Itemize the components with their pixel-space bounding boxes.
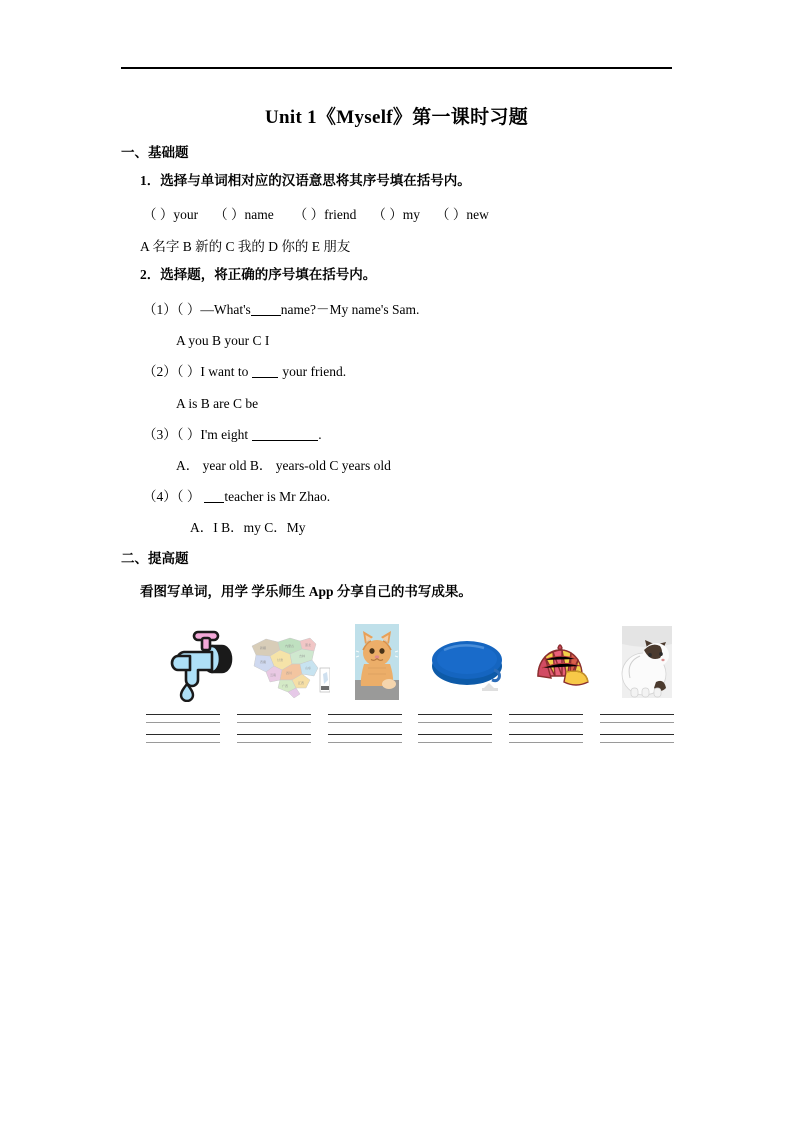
guide-line: [509, 714, 583, 715]
svg-text:广西: 广西: [282, 684, 289, 688]
svg-text:吉林: 吉林: [299, 654, 306, 658]
item-1-stem-pre: —What's: [200, 302, 251, 317]
guide-line: [600, 734, 674, 735]
page-title: Unit 1《Myself》第一课时习题: [264, 107, 528, 128]
guide-line: [509, 722, 583, 723]
svg-text:江西: 江西: [298, 681, 305, 685]
item-2-stem-post: your friend.: [282, 364, 347, 379]
china-map-image: [244, 622, 330, 702]
guide-line: [600, 714, 674, 715]
item-2-blank: [252, 377, 278, 378]
svg-text:新疆: 新疆: [260, 646, 267, 650]
item-2-number: （2）（ ）: [143, 364, 201, 379]
question-2-item-4-options: A．I B．my C．My: [190, 520, 306, 535]
guide-line: [146, 742, 220, 743]
fat-cat-image: [604, 622, 690, 702]
item-1-stem-post: name?－My name's Sam.: [280, 302, 420, 317]
guide-line: [600, 742, 674, 743]
item-3-number: （3）（ ）: [143, 427, 201, 442]
guide-line: [237, 734, 311, 735]
item-3-blank: [252, 440, 318, 441]
guide-line: [600, 722, 674, 723]
word-item-2: （ ）name: [214, 207, 274, 222]
guide-line: [146, 714, 220, 715]
question-2-item-3-options: A． year old B． years-old C years old: [176, 458, 391, 473]
section-heading-1: 一、基础题: [121, 145, 189, 160]
guide-line: [418, 722, 492, 723]
question-2-item-4-stem: [143, 490, 330, 504]
guide-line: [418, 734, 492, 735]
section-heading-2: 二、提高题: [121, 551, 189, 566]
picture-cell-5: [514, 622, 600, 702]
question-1-options: A 名字 B 新的 C 我的 D 你的 E 朋友: [140, 239, 351, 254]
striped-cap-image: [514, 622, 600, 702]
picture-cell-4: [424, 622, 510, 702]
guide-line: [328, 722, 402, 723]
guide-line: [237, 722, 311, 723]
question-2-item-1-options: A you B your C I: [176, 333, 270, 348]
guide-line: [237, 742, 311, 743]
svg-text:黑龙: 黑龙: [305, 643, 312, 647]
svg-text:内蒙古: 内蒙古: [285, 644, 295, 648]
svg-text:云南: 云南: [270, 673, 277, 677]
orange-cat-image: [334, 622, 420, 702]
guide-line: [418, 742, 492, 743]
word-item-4: （ ）my: [372, 207, 420, 222]
item-4-blank: [204, 502, 224, 503]
guide-line: [146, 722, 220, 723]
item-2-stem-pre: I want to: [200, 364, 249, 379]
guide-line: [509, 742, 583, 743]
picture-row: [140, 622, 685, 702]
picture-cell-1: [154, 622, 240, 702]
blue-cushion-image: [424, 622, 510, 702]
guide-line: [146, 734, 220, 735]
faucet-tap-image: [154, 622, 240, 702]
item-4-number: （4）（ ）: [143, 489, 201, 504]
question-1-word-list: [143, 208, 489, 222]
item-3-stem-post: .: [318, 427, 322, 442]
item-1-number: （1）（ ）: [143, 302, 201, 317]
header-rule: [121, 67, 672, 69]
instruction-text-pre: 看图写单词，用学 学乐师生: [140, 584, 309, 599]
writing-guides-row: [140, 708, 685, 754]
word-item-5: （ ）new: [436, 207, 489, 222]
guide-line: [328, 714, 402, 715]
question-1-heading: 1．选择与单词相对应的汉语意思将其序号填在括号内。: [140, 173, 471, 188]
question-2-item-3-stem: [143, 428, 322, 442]
guide-line: [237, 714, 311, 715]
item-1-blank: [251, 315, 281, 316]
writing-guide-block-6[interactable]: [600, 708, 674, 754]
item-3-stem-pre: I'm eight: [200, 427, 249, 442]
word-item-3: （ ）friend: [293, 207, 357, 222]
instruction-text-post: 分享自己的书写成果。: [333, 584, 472, 599]
guide-line: [509, 734, 583, 735]
app-label: App: [308, 584, 334, 599]
writing-guide-block-4[interactable]: [418, 708, 492, 754]
writing-guide-block-1[interactable]: [146, 708, 220, 754]
picture-cell-2: [244, 622, 330, 702]
item-4-stem-post: teacher is Mr Zhao.: [224, 489, 331, 504]
guide-line: [328, 734, 402, 735]
section-2-instruction: [140, 585, 472, 599]
svg-text:甘肃: 甘肃: [277, 658, 284, 662]
word-item-1: （ ）your: [143, 207, 199, 222]
svg-text:山东: 山东: [305, 666, 312, 670]
guide-line: [328, 742, 402, 743]
guide-line: [418, 714, 492, 715]
svg-text:四川: 四川: [286, 671, 293, 675]
svg-text:西藏: 西藏: [260, 660, 267, 664]
question-2-heading: 2．选择题，将正确的序号填在括号内。: [140, 267, 377, 282]
writing-guide-block-2[interactable]: [237, 708, 311, 754]
question-2-item-2-stem: [143, 365, 346, 379]
question-2-item-1-stem: [143, 303, 419, 317]
writing-guide-block-3[interactable]: [328, 708, 402, 754]
picture-cell-6: [604, 622, 690, 702]
writing-guide-block-5[interactable]: [509, 708, 583, 754]
question-2-item-2-options: A is B are C be: [176, 396, 259, 411]
picture-cell-3: [334, 622, 420, 702]
